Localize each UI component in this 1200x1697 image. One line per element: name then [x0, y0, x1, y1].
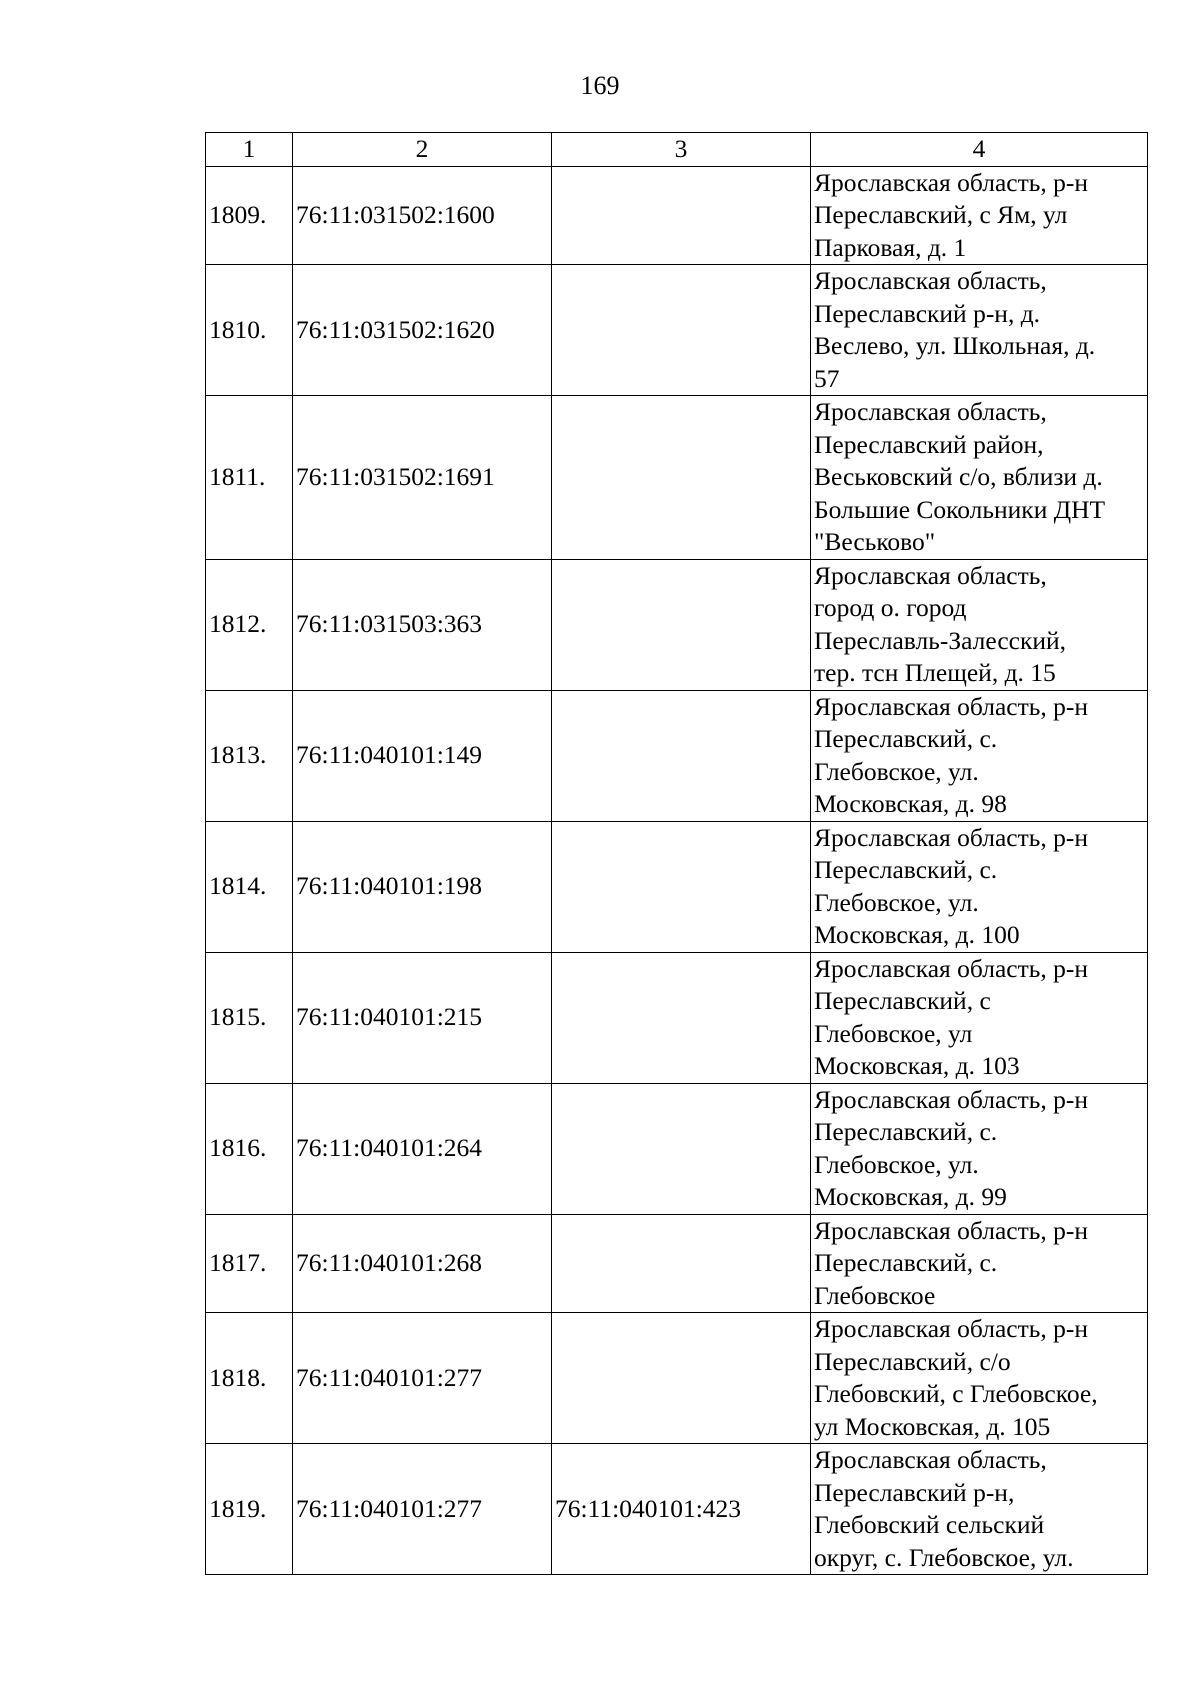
- address-cell: Ярославская область, город о. город Переславль-Залесский, тер. тсн Плещей, д. 15: [811, 559, 1148, 690]
- address-cell: Ярославская область, р-н Переславский, с. Глебовское, ул. Московская, д. 98: [811, 690, 1148, 821]
- row-number: 1811.: [206, 396, 293, 560]
- related-cadastral-number: [552, 821, 811, 952]
- related-cadastral-number: [552, 1214, 811, 1313]
- cadastral-number: 76:11:031502:1691: [293, 396, 552, 560]
- related-cadastral-number: [552, 265, 811, 396]
- cadastral-number: 76:11:040101:268: [293, 1214, 552, 1313]
- table-row: [206, 396, 1148, 560]
- cadastral-number: 76:11:040101:277: [293, 1444, 552, 1575]
- cadastral-number: 76:11:040101:277: [293, 1313, 552, 1444]
- related-cadastral-number: [552, 952, 811, 1083]
- column-header-3: 3: [552, 133, 811, 167]
- row-number: 1813.: [206, 690, 293, 821]
- table-row: [206, 821, 1148, 952]
- related-cadastral-number: 76:11:040101:423: [552, 1444, 811, 1575]
- page-number: 169: [580, 71, 620, 100]
- related-cadastral-number: [552, 690, 811, 821]
- address-cell: Ярославская область, р-н Переславский, с/о Глебовский, с Глебовское, ул Московская, д. 105: [811, 1313, 1148, 1444]
- row-number: 1812.: [206, 559, 293, 690]
- table-row: [206, 690, 1148, 821]
- cadastral-number: 76:11:031503:363: [293, 559, 552, 690]
- cadastral-number: 76:11:040101:198: [293, 821, 552, 952]
- row-number: 1815.: [206, 952, 293, 1083]
- column-header-1: 1: [206, 133, 293, 167]
- related-cadastral-number: [552, 396, 811, 560]
- related-cadastral-number: [552, 559, 811, 690]
- cadastral-number: 76:11:031502:1620: [293, 265, 552, 396]
- column-header-4: 4: [811, 133, 1148, 167]
- address-cell: Ярославская область, р-н Переславский, с Ям, ул Парковая, д. 1: [811, 166, 1148, 265]
- table-row: [206, 265, 1148, 396]
- row-number: 1817.: [206, 1214, 293, 1313]
- address-cell: Ярославская область, р-н Переславский, с. Глебовское: [811, 1214, 1148, 1313]
- cadastral-number: 76:11:040101:264: [293, 1083, 552, 1214]
- registry-table: [205, 132, 1148, 1575]
- related-cadastral-number: [552, 166, 811, 265]
- row-number: 1809.: [206, 166, 293, 265]
- cadastral-number: 76:11:040101:149: [293, 690, 552, 821]
- related-cadastral-number: [552, 1083, 811, 1214]
- table-header-row: [206, 133, 1148, 167]
- address-cell: Ярославская область, р-н Переславский, с Глебовское, ул Московская, д. 103: [811, 952, 1148, 1083]
- address-cell: Ярославская область, Переславский район, Веськовский с/о, вблизи д. Большие Сокольники ДНТ "Веськово": [811, 396, 1148, 560]
- address-cell: Ярославская область, р-н Переславский, с. Глебовское, ул. Московская, д. 100: [811, 821, 1148, 952]
- cadastral-number: 76:11:031502:1600: [293, 166, 552, 265]
- row-number: 1816.: [206, 1083, 293, 1214]
- cadastral-number: 76:11:040101:215: [293, 952, 552, 1083]
- row-number: 1819.: [206, 1444, 293, 1575]
- address-cell: Ярославская область, Переславский р-н, Глебовский сельский округ, с. Глебовское, ул.: [811, 1444, 1148, 1575]
- table-row: [206, 1313, 1148, 1444]
- table-row: [206, 952, 1148, 1083]
- row-number: 1818.: [206, 1313, 293, 1444]
- table-row: [206, 1083, 1148, 1214]
- table-row: [206, 1444, 1148, 1575]
- table-row: [206, 166, 1148, 265]
- column-header-2: 2: [293, 133, 552, 167]
- table-row: [206, 1214, 1148, 1313]
- related-cadastral-number: [552, 1313, 811, 1444]
- row-number: 1810.: [206, 265, 293, 396]
- row-number: 1814.: [206, 821, 293, 952]
- address-cell: Ярославская область, Переславский р-н, д. Веслево, ул. Школьная, д. 57: [811, 265, 1148, 396]
- table-row: [206, 559, 1148, 690]
- address-cell: Ярославская область, р-н Переславский, с. Глебовское, ул. Московская, д. 99: [811, 1083, 1148, 1214]
